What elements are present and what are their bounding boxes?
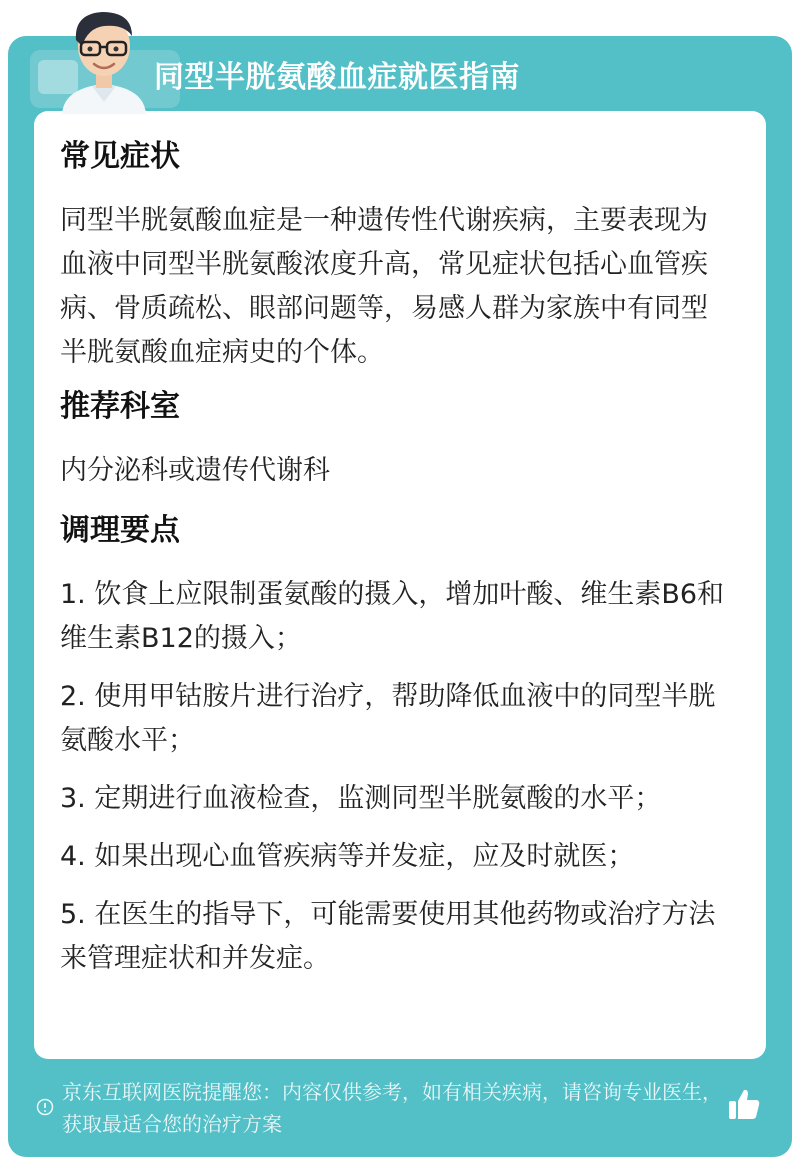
thumbs-up-icon[interactable]: [726, 1086, 762, 1122]
care-item-3: 3. 定期进行血液检查，监测同型半胱氨酸的水平；: [60, 783, 662, 814]
footer-notice: [36, 1076, 736, 1140]
footer-text: 京东互联网医院提醒您：内容仅供参考，如有相关疾病，请咨询专业医生，获取最适合您的治疗方案: [62, 1080, 722, 1136]
care-item-1: 1. 饮食上应限制蛋氨酸的摄入，增加叶酸、维生素B6和维生素B12的摄入；: [60, 579, 725, 654]
page-title: 同型半胱氨酸血症就医指南: [154, 60, 520, 95]
department-title: 推荐科室: [60, 389, 180, 424]
content-card: [34, 111, 766, 1059]
care-title: 调理要点: [60, 513, 180, 548]
care-item-2: 2. 使用甲钴胺片进行治疗，帮助降低血液中的同型半胱氨酸水平；: [60, 681, 716, 756]
doctor-avatar-icon: [44, 6, 164, 114]
care-item-4: 4. 如果出现心血管疾病等并发症，应及时就医；: [60, 841, 635, 872]
care-item-5: 5. 在医生的指导下，可能需要使用其他药物或治疗方法来管理症状和并发症。: [60, 899, 716, 974]
symptoms-title: 常见症状: [60, 139, 180, 174]
symptoms-body: 同型半胱氨酸血症是一种遗传性代谢疾病，主要表现为血液中同型半胱氨酸浓度升高，常见症状包括心血管疾病、骨质疏松、眼部问题等，易感人群为家族中有同型半胱氨酸血症病史的个体。: [60, 205, 708, 368]
info-icon: [36, 1098, 54, 1116]
department-body: 内分泌科或遗传代谢科: [60, 455, 330, 486]
